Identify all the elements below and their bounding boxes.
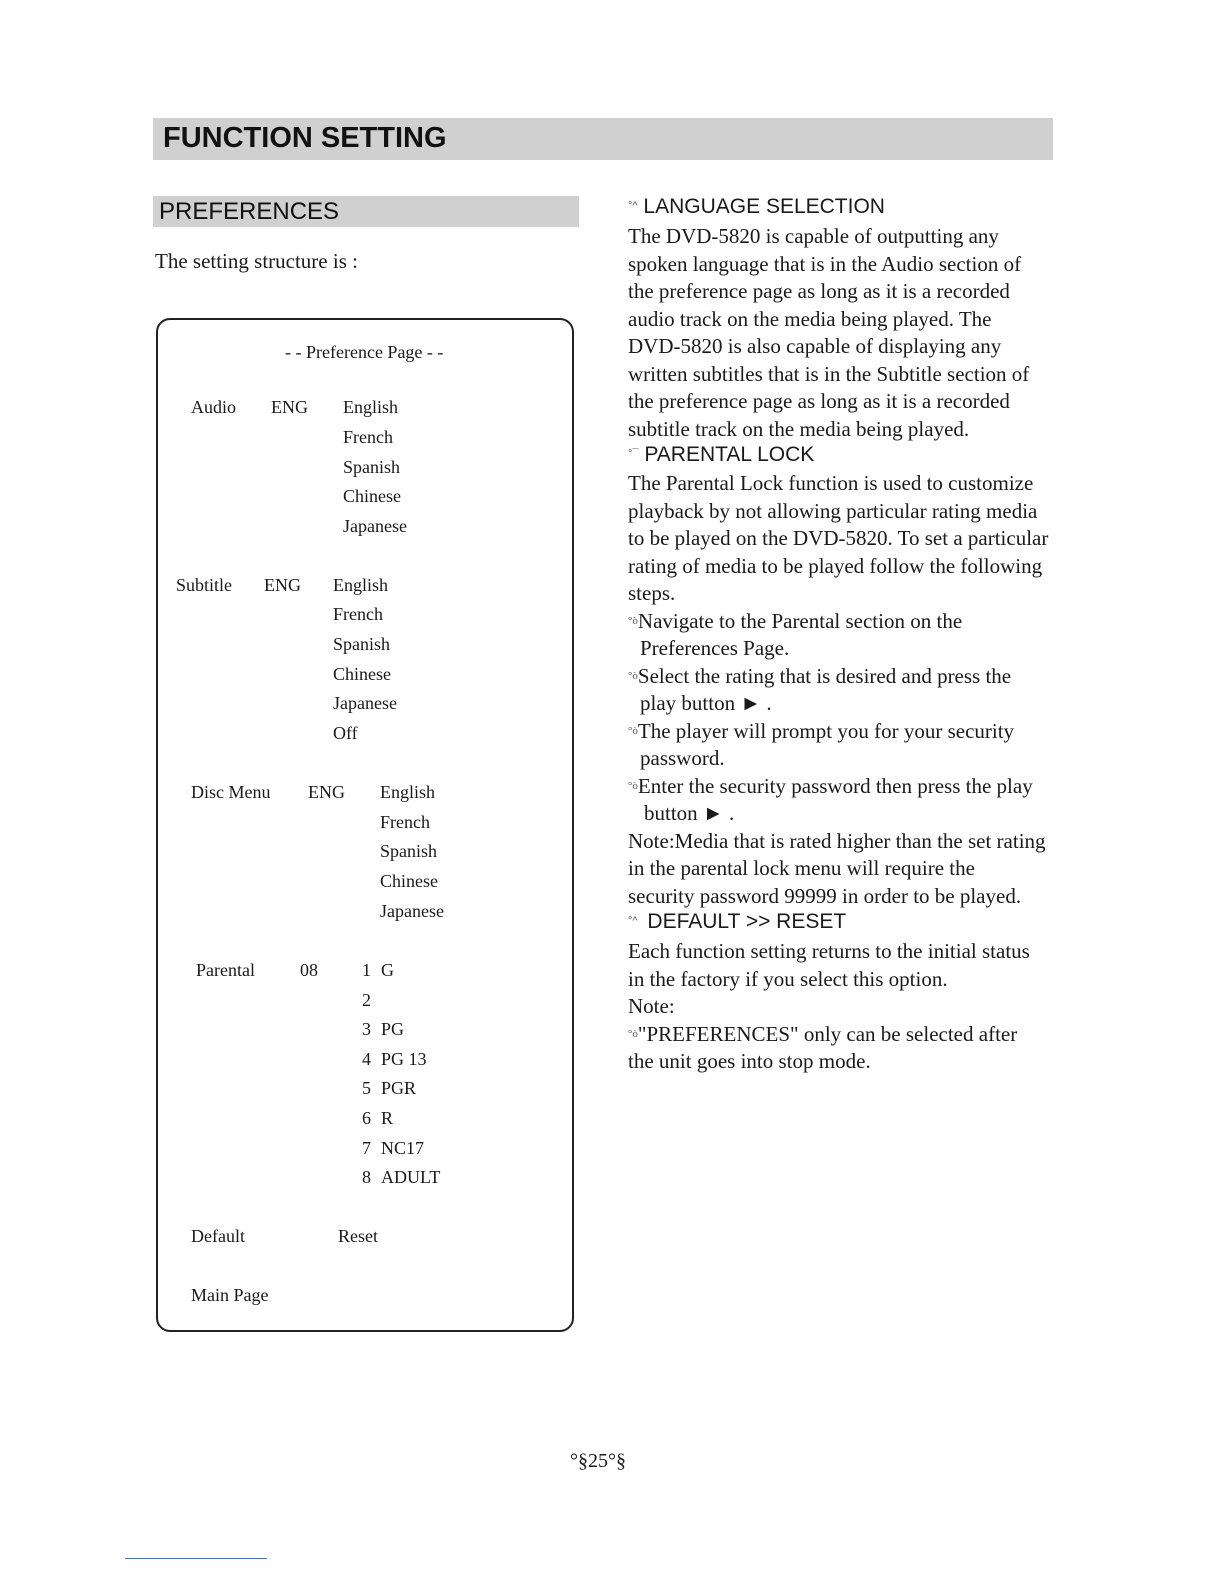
paragraph-line: the preference page as long as it is a recorded bbox=[628, 389, 1010, 413]
default-reset-paragraph bbox=[628, 938, 1030, 1076]
subtitle-option: French bbox=[333, 604, 383, 624]
bullet-marker: °^ bbox=[628, 200, 638, 212]
audio-value: ENG bbox=[271, 397, 308, 417]
subtitle-option: English bbox=[333, 575, 389, 595]
step-text: password. bbox=[640, 746, 725, 770]
audio-option: Japanese bbox=[343, 516, 407, 536]
parental-level-rating: PG bbox=[381, 1019, 405, 1039]
disc-menu-option: French bbox=[380, 812, 430, 832]
paragraph-line: The DVD-5820 is capable of outputting any bbox=[628, 224, 999, 248]
paragraph-line: DVD-5820 is also capable of displaying any bbox=[628, 334, 1002, 358]
step-item bbox=[628, 718, 1048, 746]
disc-menu-option: English bbox=[380, 782, 436, 802]
parental-level-num: 2 bbox=[362, 990, 371, 1010]
bullet-marker: °¯ bbox=[628, 448, 639, 460]
parental-level-num: 4 bbox=[362, 1049, 371, 1069]
parental-level-rating: ADULT bbox=[381, 1167, 441, 1187]
page-number: °§25°§ bbox=[570, 1450, 626, 1472]
parental-level-num: 5 bbox=[362, 1078, 371, 1098]
default-label: Default bbox=[191, 1226, 245, 1246]
disc-menu-label: Disc Menu bbox=[191, 782, 271, 802]
subtitle-label: Subtitle bbox=[176, 575, 233, 595]
paragraph-line: Each function setting returns to the initial status bbox=[628, 939, 1030, 963]
paragraph-line: to be played on the DVD-5820. To set a particular bbox=[628, 526, 1049, 550]
paragraph-line: subtitle track on the media being played. bbox=[628, 416, 970, 441]
preference-page-title: - - Preference Page - - bbox=[285, 342, 444, 362]
parental-level-rating: PGR bbox=[381, 1078, 417, 1098]
parental-level-rating: R bbox=[381, 1108, 394, 1128]
parental-value: 08 bbox=[300, 960, 318, 980]
step-text: Enter the security password then press the play bbox=[637, 773, 1033, 798]
default-reset-heading-text: DEFAULT >> RESET bbox=[647, 910, 847, 933]
audio-label: Audio bbox=[191, 397, 236, 417]
parental-label: Parental bbox=[196, 960, 255, 980]
parental-lock-heading bbox=[628, 443, 814, 467]
parental-lock-heading-text: PARENTAL LOCK bbox=[644, 443, 815, 466]
audio-option: Chinese bbox=[343, 486, 401, 506]
parental-level-num: 7 bbox=[362, 1138, 371, 1158]
paragraph-line: playback by not allowing particular rating media bbox=[628, 498, 1038, 523]
step-marker: °ò bbox=[628, 614, 638, 627]
default-value: Reset bbox=[338, 1226, 378, 1246]
parental-level-num: 3 bbox=[362, 1019, 371, 1039]
parental-level-num: 6 bbox=[362, 1108, 371, 1128]
subtitle-option: Chinese bbox=[333, 664, 391, 684]
section-banner bbox=[153, 118, 1053, 160]
step-text: play button ► . bbox=[640, 691, 772, 715]
main-page-label: Main Page bbox=[191, 1285, 269, 1305]
audio-option: French bbox=[343, 427, 393, 447]
default-reset-heading bbox=[628, 910, 846, 934]
language-paragraph bbox=[628, 223, 1029, 443]
note-item bbox=[628, 1021, 1030, 1049]
disc-menu-value: ENG bbox=[308, 782, 345, 802]
note-line: Note:Media that is rated higher than the set rating bbox=[628, 828, 1046, 853]
language-heading bbox=[628, 195, 885, 219]
note-marker: °ò bbox=[628, 1027, 638, 1040]
paragraph-line: spoken language that is in the Audio section of bbox=[628, 251, 1022, 276]
subtitle-option: Off bbox=[333, 723, 358, 743]
paragraph-line: audio track on the media being played. The bbox=[628, 306, 992, 331]
note-line: in the parental lock menu will require the bbox=[628, 856, 975, 880]
subtitle-option: Japanese bbox=[333, 693, 397, 713]
audio-option: English bbox=[343, 397, 399, 417]
language-heading-text: LANGUAGE SELECTION bbox=[643, 195, 885, 218]
step-marker: °ò bbox=[628, 779, 638, 792]
note-text: the unit goes into stop mode. bbox=[628, 1049, 871, 1073]
disc-menu-option: Spanish bbox=[380, 841, 438, 861]
subtitle-value: ENG bbox=[264, 575, 301, 595]
intro-text: The setting structure is : bbox=[155, 249, 358, 273]
page-title: FUNCTION SETTING bbox=[163, 122, 447, 154]
bullet-marker: °^ bbox=[628, 915, 638, 927]
paragraph-line: The Parental Lock function is used to customize bbox=[628, 471, 1034, 495]
disc-menu-option: Chinese bbox=[380, 871, 438, 891]
paragraph-line: Note: bbox=[628, 994, 675, 1018]
step-marker: °ò bbox=[628, 669, 638, 682]
paragraph-line: steps. bbox=[628, 581, 676, 605]
step-text: Preferences Page. bbox=[640, 636, 790, 660]
disc-menu-option: Japanese bbox=[380, 901, 444, 921]
paragraph-line: the preference page as long as it is a recorded bbox=[628, 279, 1010, 303]
paragraph-line: written subtitles that is in the Subtitle section of bbox=[628, 361, 1030, 386]
parental-level-num: 8 bbox=[362, 1167, 371, 1187]
footer-rule bbox=[125, 1558, 267, 1559]
step-text: Select the rating that is desired and press the bbox=[637, 663, 1012, 688]
parental-level-rating: PG 13 bbox=[381, 1049, 427, 1069]
step-text: The player will prompt you for your security bbox=[637, 718, 1015, 743]
subsection-banner bbox=[153, 196, 579, 227]
note-line: security password 99999 in order to be played. bbox=[628, 883, 1022, 908]
step-item bbox=[628, 773, 1048, 801]
preferences-heading: PREFERENCES bbox=[159, 198, 340, 225]
step-text: button ► . bbox=[644, 801, 735, 825]
parental-level-rating: NC17 bbox=[381, 1138, 425, 1158]
parental-level-num: 1 bbox=[362, 960, 371, 980]
parental-lock-paragraph bbox=[628, 470, 1048, 910]
parental-level-rating: G bbox=[381, 960, 394, 980]
step-text: Navigate to the Parental section on the bbox=[637, 608, 963, 633]
paragraph-line: rating of media to be played follow the following bbox=[628, 553, 1043, 578]
subtitle-option: Spanish bbox=[333, 634, 391, 654]
paragraph-line: in the factory if you select this option. bbox=[628, 966, 948, 991]
note-text: "PREFERENCES" only can be selected after bbox=[637, 1021, 1018, 1046]
step-item bbox=[628, 608, 1048, 636]
step-marker: °ò bbox=[628, 724, 638, 737]
audio-option: Spanish bbox=[343, 457, 401, 477]
step-item bbox=[628, 663, 1048, 691]
